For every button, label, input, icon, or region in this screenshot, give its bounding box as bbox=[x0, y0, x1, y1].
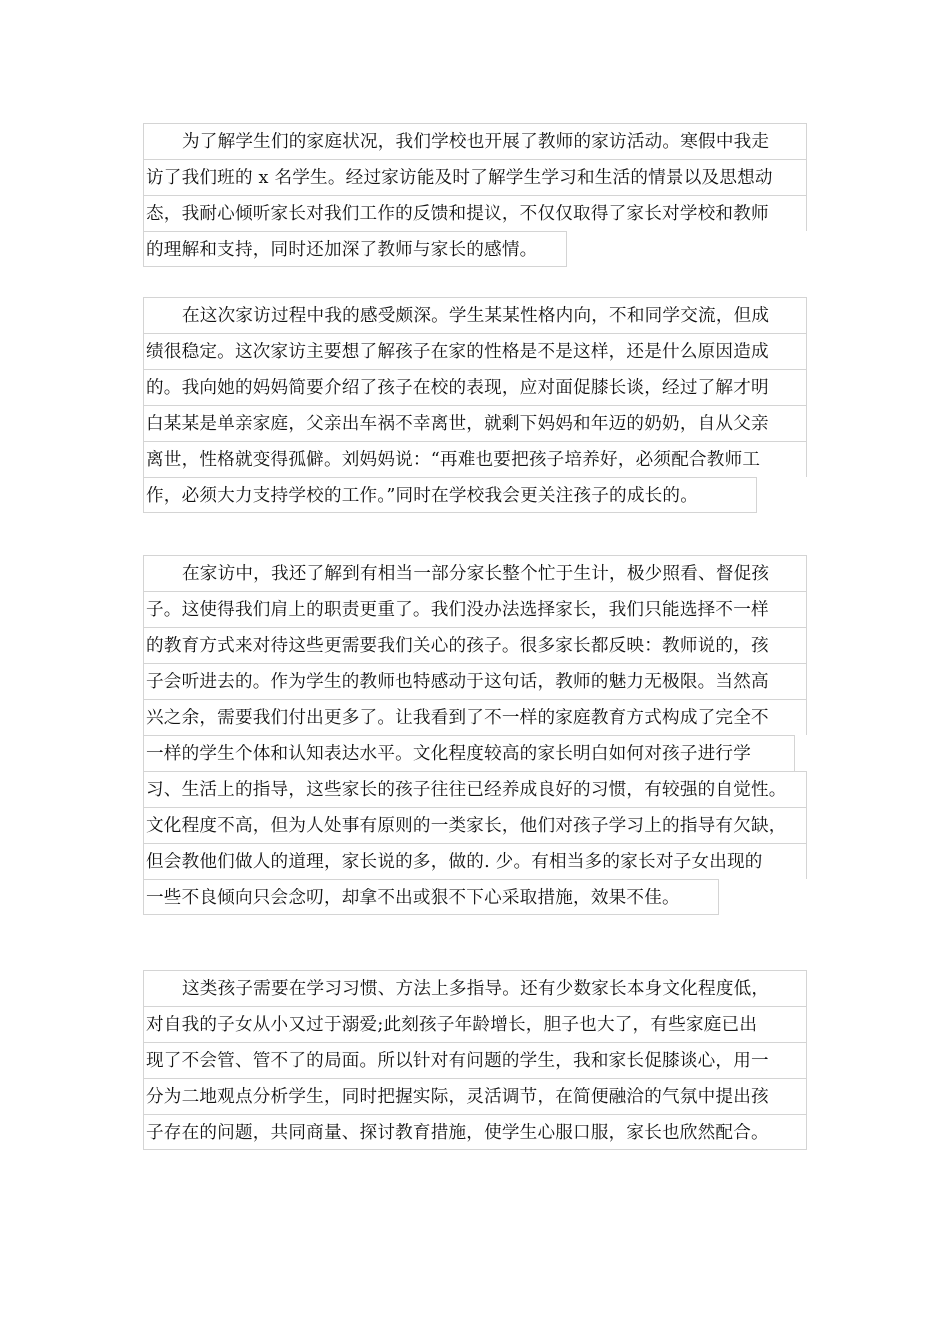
text-line: 在这次家访过程中我的感受颇深。学生某某性格内向，不和同学交流，但成 bbox=[143, 297, 807, 333]
paragraph-2 bbox=[143, 297, 807, 513]
text-line: 一样的学生个体和认知表达水平。文化程度较高的家长明白如何对孩子进行学 bbox=[143, 735, 795, 771]
text-line: 的教育方式来对待这些更需要我们关心的孩子。很多家长都反映：教师说的，孩 bbox=[143, 627, 807, 663]
text-line: 访了我们班的 x 名学生。经过家访能及时了解学生学习和生活的情景以及思想动 bbox=[143, 159, 807, 195]
text-line: 现了不会管、管不了的局面。所以针对有问题的学生，我和家长促膝谈心，用一 bbox=[143, 1042, 807, 1078]
text-line: 绩很稳定。这次家访主要想了解孩子在家的性格是不是这样，还是什么原因造成 bbox=[143, 333, 807, 369]
text-line: 为了解学生们的家庭状况，我们学校也开展了教师的家访活动。寒假中我走 bbox=[143, 123, 807, 159]
text-line: 对自我的子女从小又过于溺爱;此刻孩子年龄增长，胆子也大了，有些家庭已出 bbox=[143, 1006, 807, 1042]
text-line: 子会听进去的。作为学生的教师也特感动于这句话，教师的魅力无极限。当然高 bbox=[143, 663, 807, 699]
text-line: 分为二地观点分析学生，同时把握实际，灵活调节，在简便融洽的气氛中提出孩 bbox=[143, 1078, 807, 1114]
text-line: 兴之余，需要我们付出更多了。让我看到了不一样的家庭教育方式构成了完全不 bbox=[143, 699, 807, 735]
text-line: 但会教他们做人的道理，家长说的多，做的. 少。有相当多的家长对子女出现的 bbox=[143, 843, 807, 879]
text-line: 的。我向她的妈妈简要介绍了孩子在校的表现，应对面促膝长谈，经过了解才明 bbox=[143, 369, 807, 405]
text-line: 习、生活上的指导，这些家长的孩子往往已经养成良好的习惯，有较强的自觉性。 bbox=[143, 771, 807, 807]
text-line: 文化程度不高，但为人处事有原则的一类家长，他们对孩子学习上的指导有欠缺， bbox=[143, 807, 807, 843]
text-line: 离世，性格就变得孤僻。刘妈妈说：“再难也要把孩子培养好，必须配合教师工 bbox=[143, 441, 807, 477]
text-line: 作，必须大力支持学校的工作。”同时在学校我会更关注孩子的成长的。 bbox=[143, 477, 757, 513]
text-line: 一些不良倾向只会念叨，却拿不出或狠不下心采取措施，效果不佳。 bbox=[143, 879, 719, 915]
text-line: 在家访中，我还了解到有相当一部分家长整个忙于生计，极少照看、督促孩 bbox=[143, 555, 807, 591]
text-line: 态，我耐心倾听家长对我们工作的反馈和提议，不仅仅取得了家长对学校和教师 bbox=[143, 195, 807, 231]
text-line: 子。这使得我们肩上的职责更重了。我们没办法选择家长，我们只能选择不一样 bbox=[143, 591, 807, 627]
text-line: 的理解和支持，同时还加深了教师与家长的感情。 bbox=[143, 231, 567, 267]
text-line: 白某某是单亲家庭，父亲出车祸不幸离世，就剩下妈妈和年迈的奶奶，自从父亲 bbox=[143, 405, 807, 441]
text-line: 子存在的问题，共同商量、探讨教育措施，使学生心服口服，家长也欣然配合。 bbox=[143, 1114, 807, 1150]
paragraph-4 bbox=[143, 970, 807, 1150]
paragraph-3 bbox=[143, 555, 807, 915]
text-line: 这类孩子需要在学习习惯、方法上多指导。还有少数家长本身文化程度低， bbox=[143, 970, 807, 1006]
paragraph-1 bbox=[143, 123, 807, 267]
